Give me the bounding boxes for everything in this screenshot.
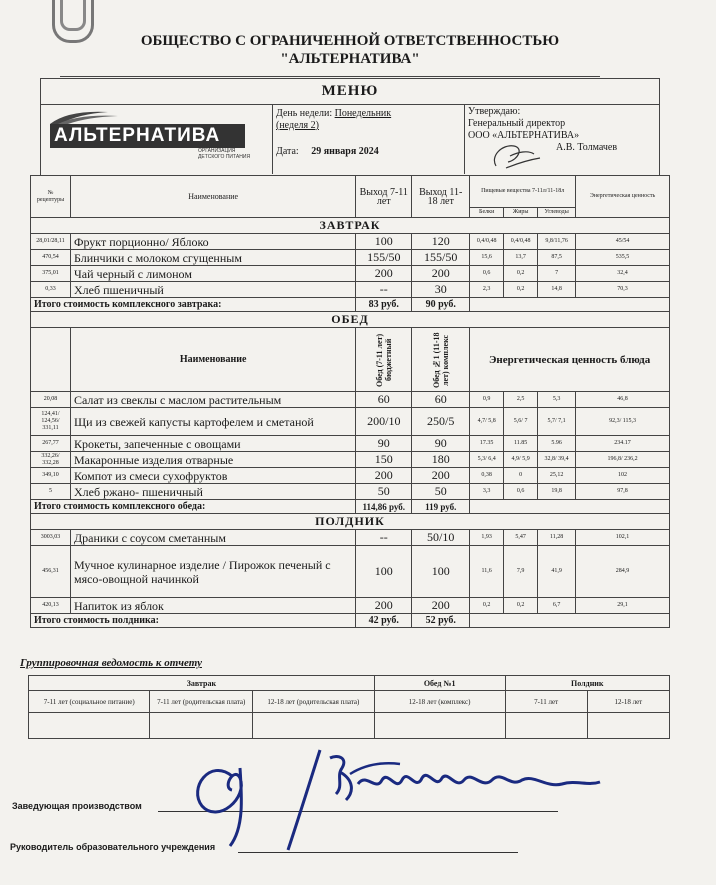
table-cell: 19,8 [538, 484, 576, 500]
table-cell: 0,4/0,48 [504, 234, 538, 250]
section-snack: ПОЛДНИК [31, 514, 670, 530]
table-cell: 97,8 [576, 484, 670, 500]
table-cell: 100 [412, 546, 470, 598]
org-title [60, 32, 640, 68]
table-row [31, 282, 670, 298]
table-cell: 11,28 [538, 530, 576, 546]
table-cell: 4,7/ 5,8 [470, 408, 504, 436]
table-cell: 0,2 [504, 266, 538, 282]
table-cell: 0,33 [31, 282, 71, 298]
lunch-col-2: Обед №1 (11-18 лет) комплекс [431, 331, 450, 388]
table-cell [470, 298, 670, 312]
lunch-total-row [31, 500, 670, 514]
table-cell: Макаронные изделия отварные [70, 452, 355, 468]
table-row [31, 392, 670, 408]
table-cell: 30 [412, 282, 470, 298]
table-row [31, 546, 670, 598]
col-carb: Углеводы [538, 208, 576, 218]
title-underline [60, 76, 600, 77]
table-cell: 5,47 [504, 530, 538, 546]
table-row [31, 218, 670, 234]
table-cell: 3,3 [470, 484, 504, 500]
table-cell: 41,9 [538, 546, 576, 598]
table-cell: Компот из смеси сухофруктов [70, 468, 355, 484]
table-cell: Драники с соусом сметанным [70, 530, 355, 546]
table-cell: Фрукт порционно/ Яблоко [70, 234, 355, 250]
table-cell: 15,6 [470, 250, 504, 266]
table-cell: 0,2 [504, 282, 538, 298]
lunch-col-1: Обед (7-11 лет) бюджетный [374, 332, 393, 387]
table-cell: 50 [412, 484, 470, 500]
table-cell: 200 [356, 598, 412, 614]
table-cell: 375,01 [31, 266, 71, 282]
table-cell: Итого стоимость комплексного обеда: [31, 500, 356, 514]
day-info [276, 108, 391, 132]
table-cell: 2,3 [470, 282, 504, 298]
table-cell: 50 [356, 484, 412, 500]
group-lunch: Обед №1 [374, 676, 505, 691]
lunch-col-name: Наименование [70, 328, 355, 392]
table-row [29, 691, 670, 713]
table-cell: 267,77 [31, 436, 71, 452]
table-row [31, 484, 670, 500]
table-cell: 100 [356, 234, 412, 250]
table-cell: 83 руб. [356, 298, 412, 312]
table-cell: 5,7/ 7,1 [538, 408, 576, 436]
table-cell: 420,13 [31, 598, 71, 614]
table-header-row [31, 176, 670, 208]
table-row [29, 676, 670, 691]
table-row [31, 468, 670, 484]
table-cell: 102 [576, 468, 670, 484]
day-label: День недели: [276, 108, 333, 119]
company-logo [48, 108, 258, 160]
table-cell: 4,9/ 5,9 [504, 452, 538, 468]
table-cell: 7,9 [504, 546, 538, 598]
table-cell: 200 [412, 598, 470, 614]
col-protein: Белки [470, 208, 504, 218]
group-s2: 12-18 лет [587, 691, 669, 713]
table-cell: Хлеб ржано- пшеничный [70, 484, 355, 500]
date-value: 29 января 2024 [311, 146, 379, 157]
table-cell: 349,10 [31, 468, 71, 484]
table-cell: Щи из свежей капусты картофелем и сметаной [70, 408, 355, 436]
table-cell: 250/5 [412, 408, 470, 436]
approve-line-1: Утверждаю: [468, 106, 521, 117]
table-cell: 52 руб. [412, 614, 470, 628]
table-cell: 92,3/ 115,3 [576, 408, 670, 436]
table-cell [29, 713, 150, 739]
table-cell: 5.96 [538, 436, 576, 452]
table-cell: Хлеб пшеничный [70, 282, 355, 298]
table-row [31, 598, 670, 614]
table-cell: 119 руб. [412, 500, 470, 514]
table-cell: 150 [356, 452, 412, 468]
table-cell: 0,2 [504, 598, 538, 614]
breakfast-total-row [31, 298, 670, 312]
table-cell: 28,01/28,11 [31, 234, 71, 250]
col-name: Наименование [70, 176, 355, 218]
paper-clip-inner [60, 0, 86, 31]
table-cell: 90 [356, 436, 412, 452]
lunch-header-row [31, 328, 670, 392]
table-row [31, 250, 670, 266]
table-cell: 60 [356, 392, 412, 408]
table-cell: 5 [31, 484, 71, 500]
group-title: Группировочная ведомость к отчету [20, 657, 202, 669]
table-cell: Салат из свеклы с маслом растительным [70, 392, 355, 408]
table-cell: 124,41/ 124,56/ 331,11 [31, 408, 71, 436]
table-cell: 200/10 [356, 408, 412, 436]
table-cell: -- [356, 282, 412, 298]
table-cell: 87,5 [538, 250, 576, 266]
group-breakfast: Завтрак [29, 676, 375, 691]
footer-production-head: Заведующая производством [12, 801, 142, 811]
group-b3: 12-18 лет (родительская плата) [253, 691, 375, 713]
table-cell: 200 [412, 266, 470, 282]
table-cell: 100 [356, 546, 412, 598]
table-cell: 7 [538, 266, 576, 282]
logo-subtext: ОРГАНИЗАЦИЯ ДЕТСКОГО ПИТАНИЯ [198, 148, 251, 160]
table-cell: 45/54 [576, 234, 670, 250]
table-row [31, 408, 670, 436]
org-line-2: "АЛЬТЕРНАТИВА" [280, 51, 420, 67]
table-cell: 90 [412, 436, 470, 452]
table-cell: 120 [412, 234, 470, 250]
col-nutrients: Пищевые вещества 7-11л/11-18л [470, 176, 576, 208]
table-cell: 470,54 [31, 250, 71, 266]
table-row [31, 266, 670, 282]
table-row [31, 514, 670, 530]
logo-text: АЛЬТЕРНАТИВА [54, 125, 221, 146]
table-cell: 0,2 [470, 598, 504, 614]
table-cell: -- [356, 530, 412, 546]
table-row [31, 234, 670, 250]
group-b1: 7-11 лет (социальное питание) [29, 691, 150, 713]
table-cell: 102,1 [576, 530, 670, 546]
table-cell [470, 614, 670, 628]
approve-line-3: ООО «АЛЬТЕРНАТИВА» [468, 130, 580, 141]
table-cell: 11,6 [470, 546, 504, 598]
table-cell: 46,8 [576, 392, 670, 408]
table-cell: 114,86 руб. [356, 500, 412, 514]
table-cell: 456,31 [31, 546, 71, 598]
group-snack: Полдник [505, 676, 669, 691]
col-fat: Жиры [504, 208, 538, 218]
section-lunch: ОБЕД [31, 312, 670, 328]
header-divider-2 [464, 104, 465, 174]
table-cell: 0,4/0,48 [470, 234, 504, 250]
table-cell [412, 328, 470, 392]
approve-line-2: Генеральный директор [468, 118, 566, 129]
table-cell: 11.85 [504, 436, 538, 452]
table-cell: 3003,03 [31, 530, 71, 546]
table-cell: 0,38 [470, 468, 504, 484]
col-recipe: № рецептуры [31, 176, 71, 218]
table-cell: Мучное кулинарное изделие / Пирожок печеный с мясо-овощной начинкой [70, 546, 355, 598]
table-cell: 29,1 [576, 598, 670, 614]
table-row [31, 452, 670, 468]
lunch-col-energy: Энергетическая ценность блюда [470, 328, 670, 392]
group-b2: 7-11 лет (родительская плата) [150, 691, 253, 713]
col-energy: Энергетическая ценность [576, 176, 670, 218]
table-cell: 50/10 [412, 530, 470, 546]
table-cell: 200 [356, 468, 412, 484]
table-cell: 5,3 [538, 392, 576, 408]
table-cell: Крокеты, запеченные с овощами [70, 436, 355, 452]
table-cell: 284,9 [576, 546, 670, 598]
table-cell: Итого стоимость комплексного завтрака: [31, 298, 356, 312]
table-cell: 0 [504, 468, 538, 484]
table-row [31, 530, 670, 546]
table-cell [356, 328, 412, 392]
table-cell: 42 руб. [356, 614, 412, 628]
table-cell: 13,7 [504, 250, 538, 266]
table-row [31, 436, 670, 452]
table-cell: 155/50 [412, 250, 470, 266]
table-cell: Напиток из яблок [70, 598, 355, 614]
week-value: (неделя 2) [276, 120, 319, 131]
director-signature-icon [488, 138, 548, 172]
col-out-2: Выход 11-18 лет [412, 176, 470, 218]
table-cell: Блинчики с молоком сгущенным [70, 250, 355, 266]
day-value: Понедельник [334, 108, 392, 119]
table-cell: 0,9 [470, 392, 504, 408]
table-cell: 32,8/ 39,4 [538, 452, 576, 468]
table-cell: 20,08 [31, 392, 71, 408]
table-cell: 2,5 [504, 392, 538, 408]
section-breakfast: ЗАВТРАК [31, 218, 670, 234]
group-s1: 7-11 лет [505, 691, 587, 713]
table-cell [31, 328, 71, 392]
table-cell: 1,93 [470, 530, 504, 546]
table-cell: 60 [412, 392, 470, 408]
table-cell: 180 [412, 452, 470, 468]
table-cell: 332,26/ 332,28 [31, 452, 71, 468]
snack-total-row [31, 614, 670, 628]
table-cell: 32,4 [576, 266, 670, 282]
table-cell: 5,6/ 7 [504, 408, 538, 436]
table-cell: 0,6 [470, 266, 504, 282]
table-cell: 234.17 [576, 436, 670, 452]
date-info [276, 146, 379, 158]
table-cell: 9,8/11,76 [538, 234, 576, 250]
header-divider-1 [272, 104, 273, 174]
menu-separator [41, 104, 659, 105]
table-cell [470, 500, 670, 514]
table-cell: Итого стоимость полдника: [31, 614, 356, 628]
table-cell: 196,8/ 236,2 [576, 452, 670, 468]
org-line-1: ОБЩЕСТВО С ОГРАНИЧЕННОЙ ОТВЕТСТВЕННОСТЬЮ [140, 33, 560, 49]
group-l1: 12-18 лет (комплекс) [374, 691, 505, 713]
table-cell: 0,6 [504, 484, 538, 500]
table-cell: 155/50 [356, 250, 412, 266]
table-cell: 200 [356, 266, 412, 282]
table-row [31, 312, 670, 328]
table-cell: 200 [412, 468, 470, 484]
table-cell: 17.35 [470, 436, 504, 452]
table-cell: 535,5 [576, 250, 670, 266]
table-cell: Чай черный с лимоном [70, 266, 355, 282]
table-cell: 70,3 [576, 282, 670, 298]
date-label: Дата: [276, 146, 299, 157]
handwritten-signature-icon [170, 728, 620, 858]
table-cell: 6,7 [538, 598, 576, 614]
footer-institution-head: Руководитель образовательного учреждения [10, 842, 216, 852]
approve-name: А.В. Толмачев [556, 142, 618, 153]
table-cell: 14,8 [538, 282, 576, 298]
table-cell: 90 руб. [412, 298, 470, 312]
table-cell: 5,3/ 6,4 [470, 452, 504, 468]
col-out-1: Выход 7-11 лет [356, 176, 412, 218]
menu-table [30, 175, 670, 628]
menu-title: МЕНЮ [321, 83, 379, 99]
table-cell: 25,12 [538, 468, 576, 484]
